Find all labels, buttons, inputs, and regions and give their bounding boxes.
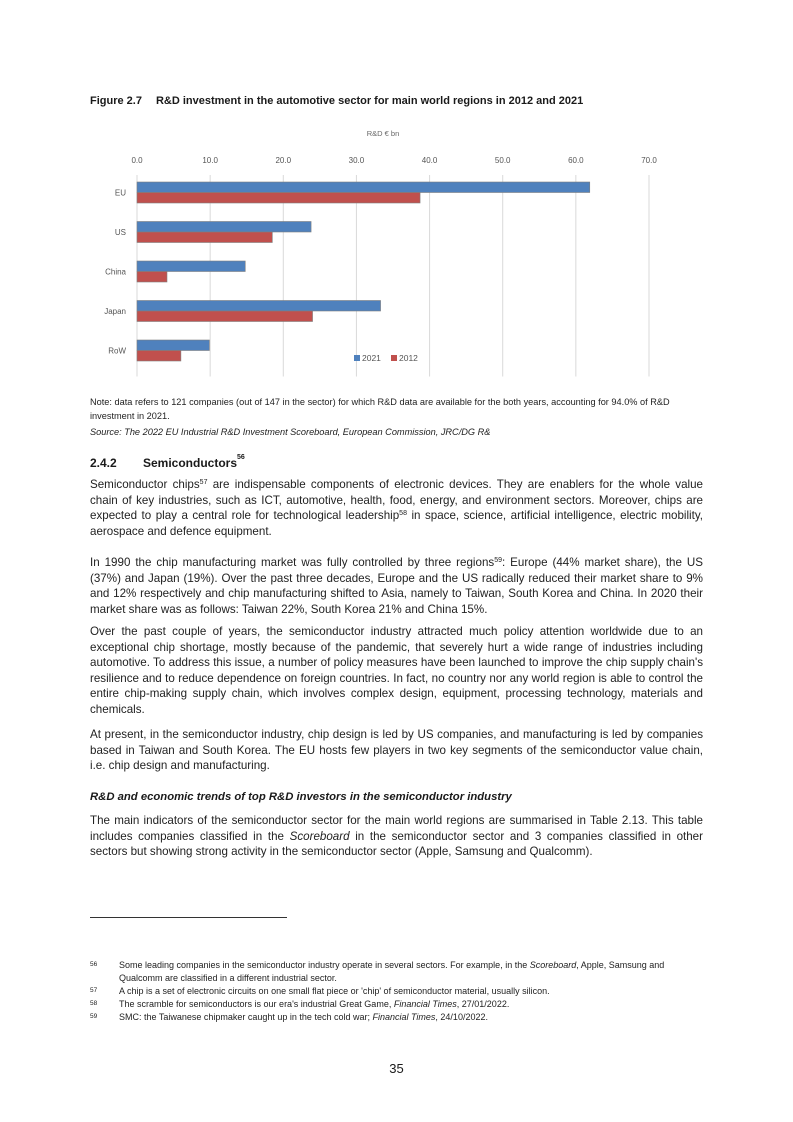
footnote-ref: 57 [199, 479, 208, 486]
x-tick-label: 30.0 [348, 156, 365, 165]
footnote [90, 959, 703, 984]
footnote-text: A chip is a set of electronic circuits on one small flat piece or 'chip' of semiconductor material, usually silicon. [119, 986, 550, 996]
footnote-text: The scramble for semiconductors is our era's industrial Great Game, Financial Times, 27/01/2022. [119, 999, 510, 1009]
bar-2012-eu [137, 193, 420, 204]
text-italic: Scoreboard [289, 829, 350, 843]
bar-2021-eu [137, 182, 590, 193]
bar-2021-row [137, 340, 209, 351]
x-tick-label: 70.0 [641, 156, 657, 165]
category-label: Japan [104, 307, 126, 316]
paragraph-4: At present, in the semiconductor industry, chip design is led by US companies, and manufacturing is led by companies based in Taiwan and South Korea. The EU hosts few players in two key segments of the semiconductor value chain, i.e. chip design and manufacturing. [90, 728, 703, 773]
figure-note: Note: data refers to 121 companies (out of 147 in the sector) for which R&D data are available for the both years, accounting for 94.0% of R&D investment in 2021. [90, 397, 670, 421]
footnote [90, 1011, 703, 1024]
footnote [90, 998, 703, 1011]
x-tick-label: 10.0 [202, 156, 218, 165]
text: In 1990 the chip manufacturing market was fully controlled by three regions [90, 556, 495, 569]
text: : Europe (44% market share), the US (37%) and Japan (19%). Over the past three decades, Europe and the US radically reduced their market share to 9% and 12% respectively and chip manufacturing shifted to Asia, namely to Taiwan, South Korea and China. In 2020 their market share was as follows: Taiwan 22%, South Korea 21% and China 15%. [90, 556, 703, 616]
category-label: RoW [108, 346, 126, 356]
bar-2012-us [137, 232, 272, 243]
paragraph-3: Over the past couple of years, the semiconductor industry attracted much policy attention worldwide due to an exceptional chip shortage, mostly because of the pandemic, that severely hurt a wide range of industries including automotive. To address this issue, a number of policy measures have been launched to improve the chip supply chain's resilience and to reduce dependence on foreign countries. In fact, no country nor any world region is able to control the entire chip-making supply chain, which involves complex design, equipment, processing technology, materials and chemicals. [90, 625, 703, 716]
page-number: 35 [389, 1061, 404, 1076]
paragraph-1 [90, 477, 703, 539]
bar-2021-china [137, 261, 245, 272]
subheading: R&D and economic trends of top R&D investors in the semiconductor industry [90, 791, 512, 803]
legend-swatch-2021 [354, 355, 360, 361]
category-label: EU [114, 188, 126, 198]
x-tick-label: 50.0 [494, 156, 511, 165]
bar-2012-japan [137, 311, 313, 322]
footnote-ref: 58 [399, 510, 407, 518]
x-tick-label: 0.0 [131, 156, 143, 165]
category-label: US [114, 228, 126, 237]
text: The main indicators of the semiconductor sector for the main world regions are summarised in Table 2.13. This table includes companies classified in the [90, 814, 703, 843]
bar-chart [90, 120, 690, 380]
footnote-number: 59 [90, 1013, 98, 1020]
section-number: 2.4.2 [90, 456, 117, 470]
footnote-number: 57 [90, 987, 98, 994]
text: in space, science, artificial intelligence, electric mobility, aerospace and defence equipment. [90, 509, 703, 538]
legend-swatch-2012 [391, 355, 397, 361]
paragraph-2 [90, 555, 703, 617]
figure-number: Figure 2.7 [90, 95, 142, 107]
footnote-divider [90, 917, 287, 918]
footnote [90, 985, 703, 998]
figure-caption: R&D investment in the automotive sector for main world regions in 2012 and 2021 [155, 95, 584, 107]
text: are indispensable components of electronic devices. They are enablers for the whole value chain of key industries, such as ICT, automotive, health, food, energy, and environment sectors. Moreover, chips are expected to play a central role for technological leadership [90, 478, 703, 523]
text: in the semiconductor sector and 3 companies classified in other sectors but showing strong activity in the semiconductor sector (Apple, Samsung and Qualcomm). [90, 829, 703, 859]
section-title: Semiconductors [143, 456, 238, 470]
bar-2021-japan [137, 301, 381, 312]
bar-2021-us [137, 222, 311, 233]
footnote-ref: 56 [237, 454, 245, 461]
x-tick-label: 60.0 [568, 156, 584, 165]
legend-label: 2021 [362, 353, 381, 363]
paragraph-5 [90, 813, 703, 860]
footnote-ref: 59 [494, 557, 502, 564]
x-tick-label: 40.0 [421, 156, 438, 165]
axis-title: R&D € bn [366, 129, 400, 138]
footnote-text: Some leading companies in the semiconductor industry operate in several sectors. For example, in the Scoreboard, Apple, Samsung and Qualcomm are classified in a different industrial sector. [119, 960, 665, 983]
footnote-text: SMC: the Taiwanese chipmaker caught up in the tech cold war; Financial Times, 24/10/2022. [119, 1012, 488, 1022]
bar-2012-row [137, 351, 181, 362]
figure-title [90, 95, 583, 107]
section-heading [90, 456, 245, 470]
category-label: China [105, 267, 126, 277]
bar-2012-china [137, 272, 167, 283]
footnote-number: 58 [90, 1000, 98, 1007]
legend-label: 2012 [399, 353, 418, 363]
text: Semiconductor chips [90, 478, 200, 491]
footnote-number: 56 [90, 961, 98, 968]
x-tick-label: 20.0 [275, 156, 292, 165]
figure-source: Source: The 2022 EU Industrial R&D Investment Scoreboard, European Commission, JRC/DG R& [90, 427, 491, 437]
